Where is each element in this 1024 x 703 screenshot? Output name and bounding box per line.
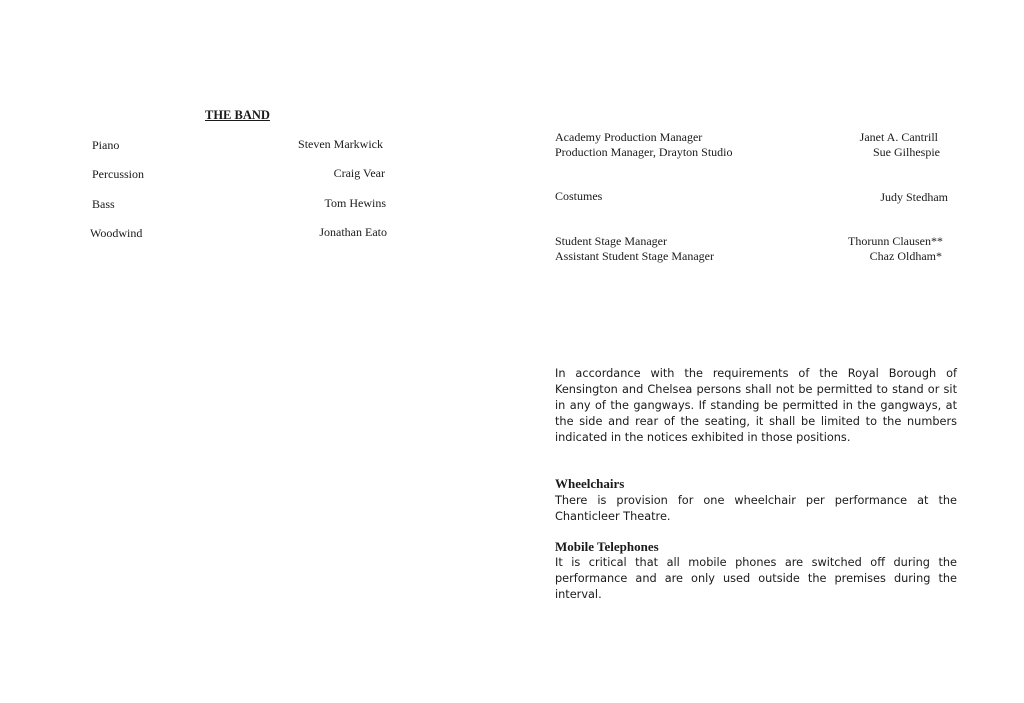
crew-name-drayton-pm: Sue Gilhespie	[873, 145, 940, 159]
crew-name-stage-manager: Thorunn Clausen**	[848, 234, 943, 248]
regulation-notice: In accordance with the requirements of the Royal Borough of Kensington and Chelsea persons shall not be permitted to stand or sit in any of the gangways. If standing be permitted in the gangways, at the side and rear of the seating, it shall be limited to the numbers indicated in the notices exhibited in those positions.	[555, 367, 957, 444]
wheelchairs-text: There is provision for one wheelchair per performance at the Chanticleer Theatre.	[555, 494, 957, 523]
crew-role-stage-manager: Student Stage Manager	[555, 234, 667, 248]
band-instrument-piano: Piano	[92, 138, 120, 152]
mobiles-heading: Mobile Telephones	[555, 539, 659, 554]
wheelchairs-heading: Wheelchairs	[555, 476, 625, 491]
band-player-woodwind: Jonathan Eato	[319, 225, 387, 239]
crew-role-costumes: Costumes	[555, 189, 603, 203]
crew-name-costumes: Judy Stedham	[880, 190, 948, 204]
crew-name-academy-pm: Janet A. Cantrill	[859, 130, 938, 144]
mobiles-text: It is critical that all mobile phones are switched off during the performance and are only used outside the premises during the interval.	[555, 556, 957, 601]
crew-role-drayton-pm: Production Manager, Drayton Studio	[555, 145, 733, 159]
crew-role-academy-pm: Academy Production Manager	[555, 130, 703, 144]
band-title: THE BAND	[205, 108, 270, 122]
crew-role-assistant-stage-manager: Assistant Student Stage Manager	[555, 249, 714, 263]
band-instrument-percussion: Percussion	[92, 167, 144, 181]
band-player-bass: Tom Hewins	[324, 196, 386, 210]
band-player-piano: Steven Markwick	[298, 137, 383, 151]
band-player-percussion: Craig Vear	[333, 166, 385, 180]
band-instrument-woodwind: Woodwind	[90, 226, 143, 240]
crew-name-assistant-stage-manager: Chaz Oldham*	[869, 249, 942, 263]
band-instrument-bass: Bass	[92, 197, 115, 211]
